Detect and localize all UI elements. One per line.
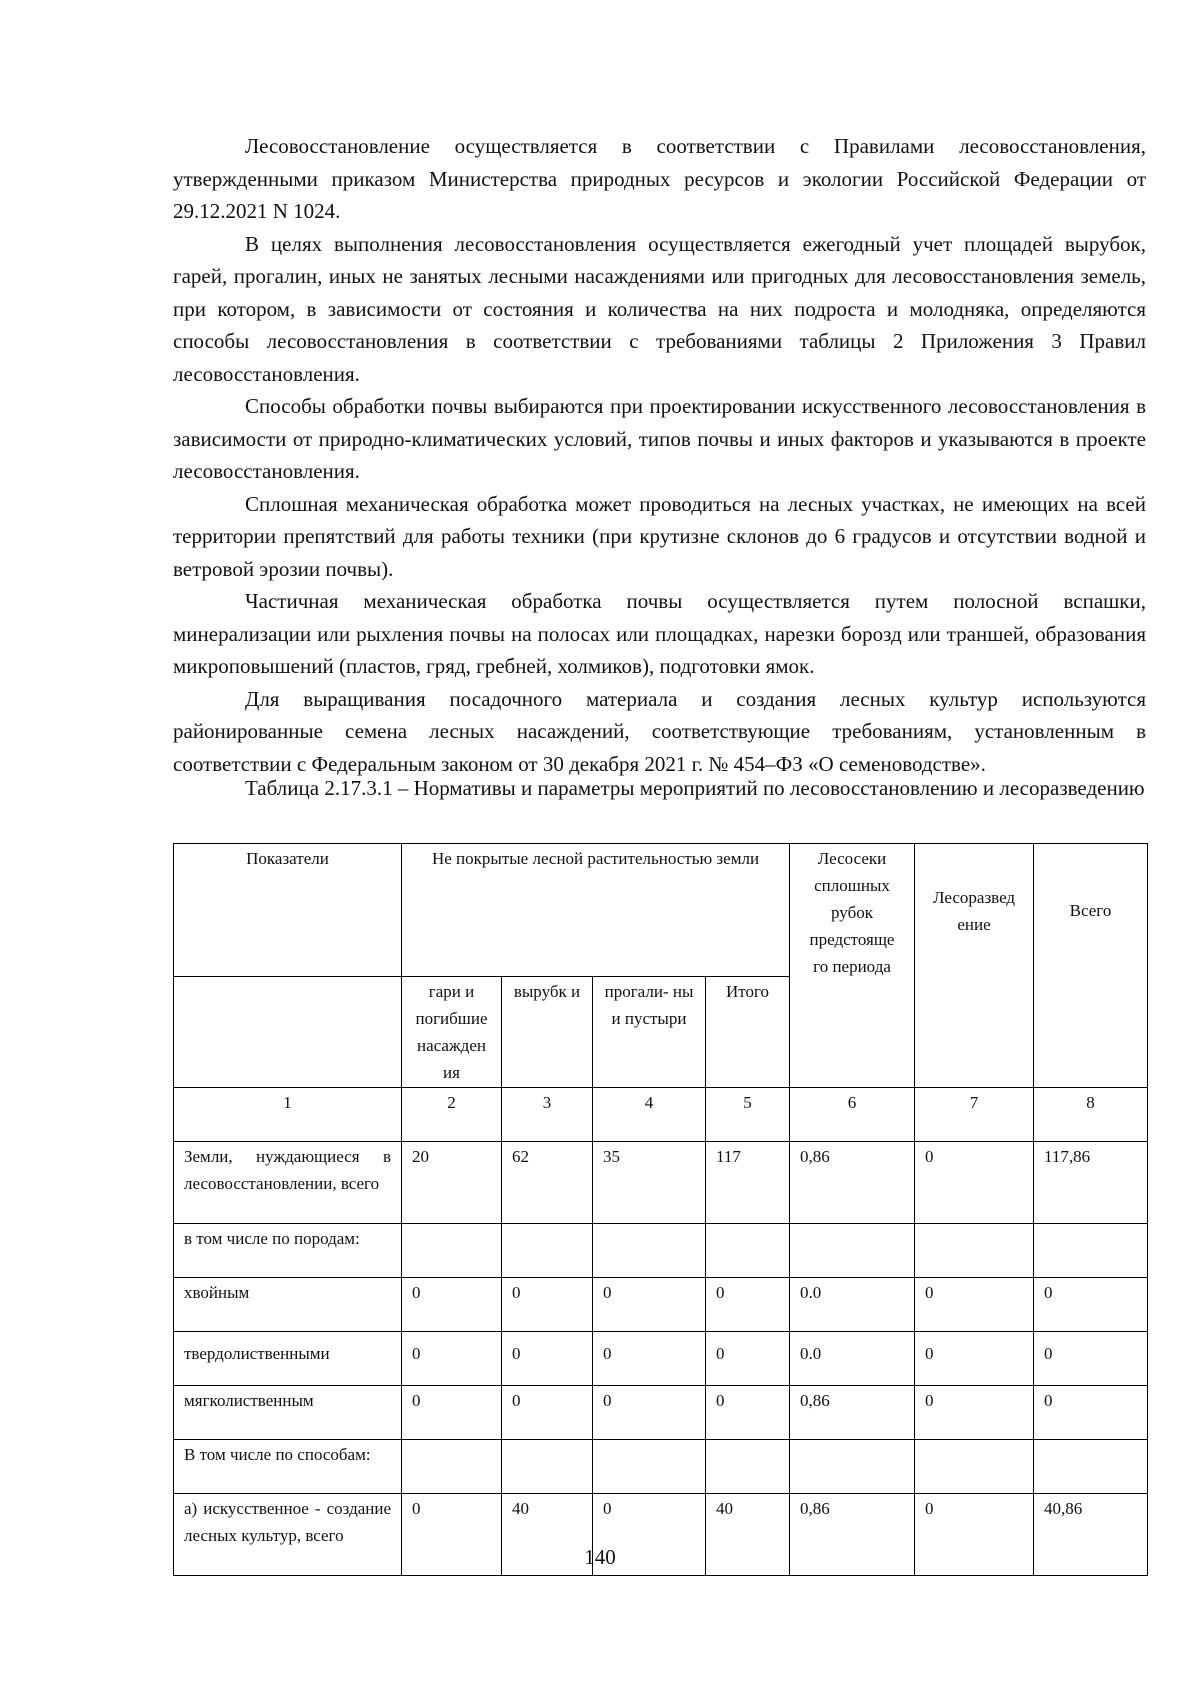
header-subtotal: Итого	[706, 977, 790, 1088]
subheader-empty	[174, 977, 402, 1088]
table-cell: 0	[593, 1386, 706, 1440]
table-cell	[915, 1440, 1034, 1494]
table-cell: 20	[402, 1142, 502, 1224]
table-cell: 0	[915, 1332, 1034, 1386]
column-number: 4	[593, 1088, 706, 1142]
table-cell: 0	[1034, 1278, 1148, 1332]
row-label: в том числе по породам:	[174, 1224, 402, 1278]
header-cuttings: вырубк и	[502, 977, 593, 1088]
table-cell: 0	[402, 1386, 502, 1440]
table-cell: 0	[915, 1278, 1034, 1332]
header-total: Всего	[1034, 844, 1148, 1088]
table-cell	[1034, 1224, 1148, 1278]
table-cell: 0	[1034, 1332, 1148, 1386]
table-cell: 0,86	[790, 1494, 915, 1576]
column-number: 1	[174, 1088, 402, 1142]
row-label: мягколиственным	[174, 1386, 402, 1440]
table-cell: 35	[593, 1142, 706, 1224]
table-cell: 62	[502, 1142, 593, 1224]
table-cell: 0	[706, 1278, 790, 1332]
column-number: 6	[790, 1088, 915, 1142]
table-cell: 0	[402, 1332, 502, 1386]
table-cell: 0,86	[790, 1386, 915, 1440]
table-cell	[502, 1440, 593, 1494]
table-caption: Таблица 2.17.3.1 – Нормативы и параметры мероприятий по лесовосстановлению и лесоразведению	[245, 776, 1145, 800]
header-burned: гари и погибшие насажден ия	[402, 977, 502, 1088]
table-cell: 0	[593, 1332, 706, 1386]
column-number: 5	[706, 1088, 790, 1142]
paragraph: Частичная механическая обработка почвы осуществляется путем полосной вспашки, минерализации или рыхления почвы на полосах или площадках, нарезки борозд или траншей, образования микроповышений (пластов, гряд, гребней, холмиков), подготовки ямок.	[173, 589, 1146, 678]
table-cell: 0	[593, 1494, 706, 1576]
column-number: 7	[915, 1088, 1034, 1142]
table-row	[174, 1332, 1148, 1386]
header-glades: прогали- ны и пустыри	[593, 977, 706, 1088]
table-cell: 0	[402, 1278, 502, 1332]
table-row	[174, 1386, 1148, 1440]
table-cell	[790, 1224, 915, 1278]
table-cell: 40	[502, 1494, 593, 1576]
column-numbers-row	[174, 1088, 1148, 1142]
table-cell: 40,86	[1034, 1494, 1148, 1576]
table-cell	[790, 1440, 915, 1494]
table-cell	[593, 1224, 706, 1278]
paragraph: Лесовосстановление осуществляется в соответствии с Правилами лесовосстановления, утвержденными приказом Министерства природных ресурсов и экологии Российской Федерации от 29.12.2021 N 1024.	[173, 134, 1146, 223]
header-not-covered-lands: Не покрытые лесной растительностью земли	[402, 844, 790, 977]
row-label: Земли, нуждающиеся в лесовосстановлении, всего	[174, 1142, 402, 1224]
table-cell: 0	[502, 1386, 593, 1440]
column-number: 2	[402, 1088, 502, 1142]
table-row	[174, 1224, 1148, 1278]
header-clearcut-areas: Лесосеки сплошных рубок предстояще го периода	[790, 844, 915, 1088]
table-row	[174, 1278, 1148, 1332]
header-afforestation: Лесоразвед ение	[915, 844, 1034, 1088]
norms-table	[173, 843, 1148, 1576]
table-cell: 0	[1034, 1386, 1148, 1440]
table-cell: 0.0	[790, 1332, 915, 1386]
table-cell: 117,86	[1034, 1142, 1148, 1224]
row-label: В том числе по способам:	[174, 1440, 402, 1494]
table-cell: 0.0	[790, 1278, 915, 1332]
table-cell: 0	[502, 1332, 593, 1386]
row-label: твердолиственными	[174, 1332, 402, 1386]
table-cell	[402, 1224, 502, 1278]
table-row	[174, 1142, 1148, 1224]
table-cell: 0	[402, 1494, 502, 1576]
header-indicators: Показатели	[174, 844, 402, 977]
table-cell: 0	[706, 1332, 790, 1386]
table-row	[174, 1440, 1148, 1494]
table-cell: 0	[915, 1142, 1034, 1224]
table-cell	[1034, 1440, 1148, 1494]
table-cell	[915, 1224, 1034, 1278]
table-cell: 0	[915, 1386, 1034, 1440]
table-cell	[706, 1440, 790, 1494]
paragraph: Способы обработки почвы выбираются при проектировании искусственного лесовосстановления в зависимости от природно-климатических условий, типов почвы и иных факторов и указываются в проекте лесовосстановления.	[173, 394, 1146, 483]
table-cell: 0	[502, 1278, 593, 1332]
table-cell: 0	[915, 1494, 1034, 1576]
column-number: 8	[1034, 1088, 1148, 1142]
table-cell	[706, 1224, 790, 1278]
table-cell: 40	[706, 1494, 790, 1576]
table-cell	[502, 1224, 593, 1278]
paragraph: В целях выполнения лесовосстановления осуществляется ежегодный учет площадей вырубок, гарей, прогалин, иных не занятых лесными насаждениями или пригодных для лесовосстановления земель, при котором, в зависимости от состояния и количества на них подроста и молодняка, определяются способы лесовосстановления в соответствии с требованиями таблицы 2 Приложения 3 Правил лесовосстановления.	[173, 231, 1146, 386]
table-cell: 117	[706, 1142, 790, 1224]
body-text	[173, 130, 1146, 780]
row-label: а) искусственное - создание лесных культур, всего	[174, 1494, 402, 1576]
paragraph: Для выращивания посадочного материала и создания лесных культур используются районированные семена лесных насаждений, соответствующие требованиям, установленным в соответствии с Федеральным законом от 30 декабря 2021 г. № 454–ФЗ «О семеноводстве».	[173, 686, 1146, 776]
table-cell: 0,86	[790, 1142, 915, 1224]
row-label: хвойным	[174, 1278, 402, 1332]
table-cell: 0	[593, 1278, 706, 1332]
table-cell: 0	[706, 1386, 790, 1440]
column-number: 3	[502, 1088, 593, 1142]
table-cell	[402, 1440, 502, 1494]
page-number: 140	[584, 1545, 616, 1569]
header-row	[174, 844, 1148, 977]
table-cell	[593, 1440, 706, 1494]
paragraph: Сплошная механическая обработка может проводиться на лесных участках, не имеющих на всей территории препятствий для работы техники (при крутизне склонов до 6 градусов и отсутствии водной и ветровой эрозии почвы).	[173, 491, 1146, 581]
